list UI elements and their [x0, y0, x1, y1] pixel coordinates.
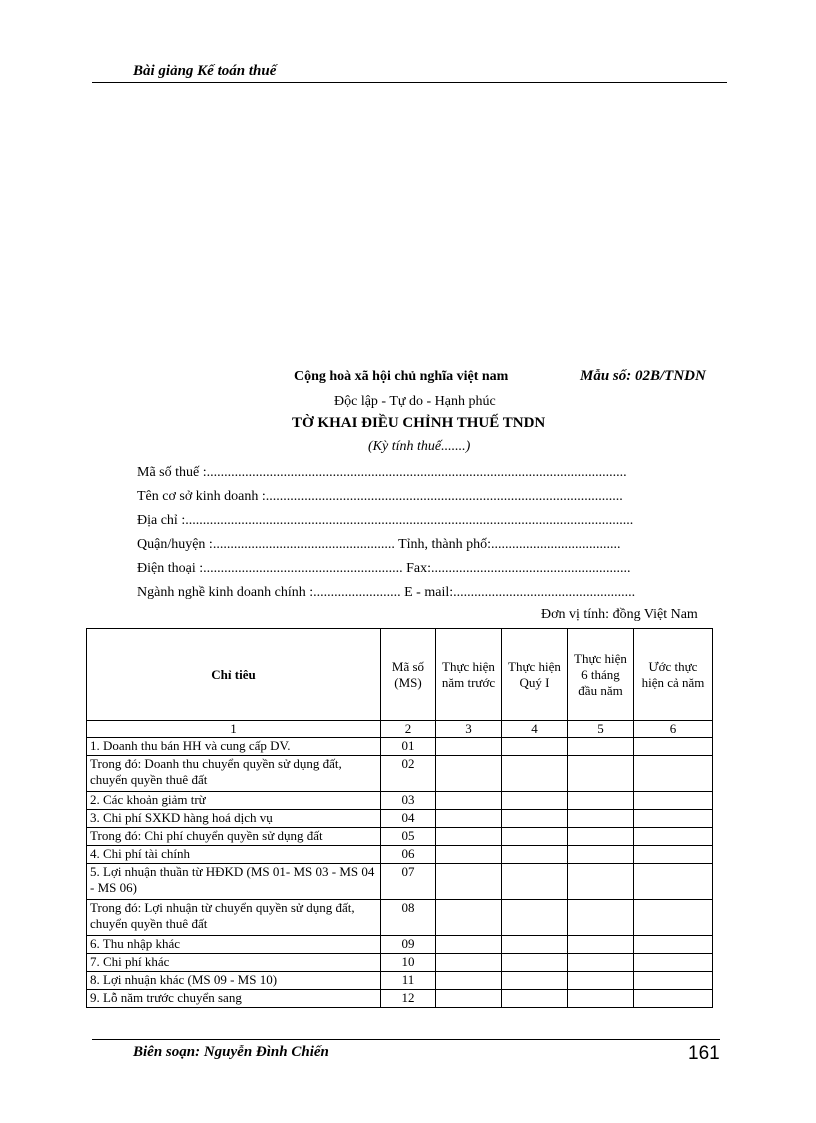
row-label: 4. Chi phí tài chính — [87, 846, 381, 864]
table-index-row — [87, 721, 713, 738]
motto: Độc lập - Tự do - Hạnh phúc — [334, 394, 496, 409]
header-nam-truoc: Thực hiện năm trước — [436, 629, 502, 721]
header-6-thang: Thực hiện 6 tháng đầu năm — [568, 629, 634, 721]
page-number: 161 — [688, 1043, 720, 1064]
row-code: 10 — [381, 954, 436, 972]
tax-adjustment-table — [86, 628, 713, 1008]
tax-period: (Kỳ tính thuế.......) — [368, 439, 471, 454]
table-row — [87, 954, 713, 972]
header-quy-1: Thực hiện Quý I — [502, 629, 568, 721]
header-title: Bài giảng Kế toán thuế — [133, 63, 277, 79]
field-business-name: Tên cơ sở kinh doanh :...................................................................................................... — [137, 489, 623, 504]
index-cell: 1 — [87, 721, 381, 738]
table-row — [87, 756, 713, 792]
currency-unit: Đơn vị tính: đồng Việt Nam — [541, 607, 698, 622]
table-row — [87, 972, 713, 990]
table-row — [87, 846, 713, 864]
row-label: 2. Các khoản giảm trừ — [87, 792, 381, 810]
table-row — [87, 864, 713, 900]
row-code: 09 — [381, 936, 436, 954]
country-name: Cộng hoà xã hội chủ nghĩa việt nam — [294, 369, 509, 384]
row-label: Trong đó: Doanh thu chuyển quyền sử dụng đất, chuyển quyền thuê đất — [87, 756, 381, 792]
header-ma-so: Mã số (MS) — [381, 629, 436, 721]
field-business-email: Ngành nghề kinh doanh chính :......................... E - mail:.................................................... — [137, 585, 636, 600]
row-code: 03 — [381, 792, 436, 810]
header-rule — [92, 82, 727, 83]
row-code: 04 — [381, 810, 436, 828]
table-row — [87, 990, 713, 1008]
footer-rule — [92, 1039, 720, 1040]
field-address: Địa chỉ :................................................................................................................................ — [137, 513, 634, 528]
row-code: 06 — [381, 846, 436, 864]
index-cell: 5 — [568, 721, 634, 738]
document-title: TỜ KHAI ĐIỀU CHỈNH THUẾ TNDN — [292, 415, 546, 431]
table-row — [87, 810, 713, 828]
table-row — [87, 936, 713, 954]
row-code: 01 — [381, 738, 436, 756]
table-row — [87, 792, 713, 810]
field-tax-code: Mã số thuế :........................................................................................................................ — [137, 465, 627, 480]
row-label: Trong đó: Chi phí chuyển quyền sử dụng đất — [87, 828, 381, 846]
row-label: 9. Lỗ năm trước chuyển sang — [87, 990, 381, 1008]
header-chi-tieu: Chỉ tiêu — [87, 629, 381, 721]
row-label: 7. Chi phí khác — [87, 954, 381, 972]
index-cell: 4 — [502, 721, 568, 738]
row-code: 11 — [381, 972, 436, 990]
index-cell: 2 — [381, 721, 436, 738]
table-row — [87, 900, 713, 936]
row-code: 08 — [381, 900, 436, 936]
header-ca-nam: Ước thực hiện cả năm — [634, 629, 713, 721]
index-cell: 3 — [436, 721, 502, 738]
row-label: 3. Chi phí SXKD hàng hoá dịch vụ — [87, 810, 381, 828]
index-cell: 6 — [634, 721, 713, 738]
row-label: 6. Thu nhập khác — [87, 936, 381, 954]
row-code: 12 — [381, 990, 436, 1008]
table-row — [87, 738, 713, 756]
field-district-province: Quận/huyện :.................................................... Tỉnh, thành phố:..................................... — [137, 537, 621, 552]
form-code: Mẫu số: 02B/TNDN — [580, 368, 706, 384]
row-code: 05 — [381, 828, 436, 846]
row-code: 07 — [381, 864, 436, 900]
row-code: 02 — [381, 756, 436, 792]
footer-author: Biên soạn: Nguyễn Đình Chiến — [133, 1044, 329, 1060]
table-header-row — [87, 629, 713, 721]
table-row — [87, 828, 713, 846]
row-label: 5. Lợi nhuận thuần từ HĐKD (MS 01- MS 03 - MS 04 - MS 06) — [87, 864, 381, 900]
row-label: 8. Lợi nhuận khác (MS 09 - MS 10) — [87, 972, 381, 990]
field-phone-fax: Điện thoại :......................................................... Fax:......................................................... — [137, 561, 631, 576]
row-label: Trong đó: Lợi nhuận từ chuyển quyền sử dụng đất, chuyển quyền thuê đất — [87, 900, 381, 936]
row-label: 1. Doanh thu bán HH và cung cấp DV. — [87, 738, 381, 756]
